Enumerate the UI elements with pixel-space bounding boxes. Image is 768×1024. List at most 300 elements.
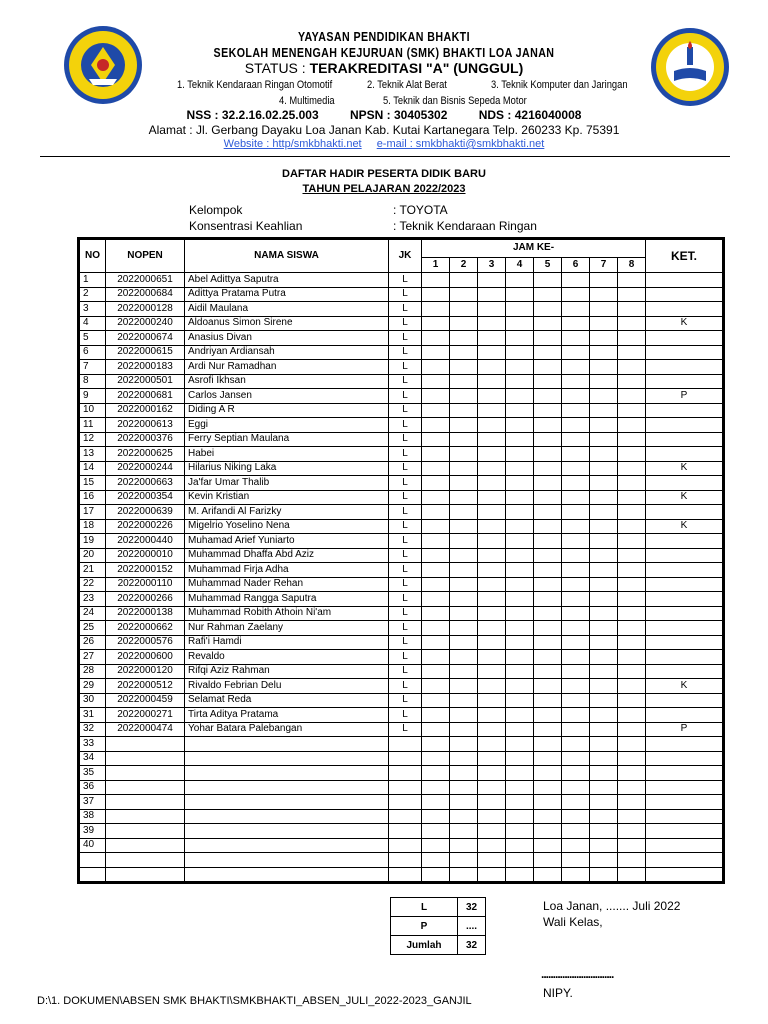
row-ket (646, 693, 723, 708)
row-hour-cell (506, 345, 534, 360)
row-jk: L (389, 287, 422, 302)
table-row (80, 867, 723, 882)
row-hour-cell (506, 577, 534, 592)
row-hour-cell (422, 490, 450, 505)
table-row (80, 505, 723, 520)
row-ket (646, 635, 723, 650)
table-row (80, 316, 723, 331)
row-ket (646, 766, 723, 781)
row-jk: L (389, 331, 422, 346)
row-hour-cell (590, 302, 618, 317)
table-row (80, 838, 723, 853)
table-row (80, 693, 723, 708)
row-hour-cell (534, 722, 562, 737)
row-hour-cell (450, 795, 478, 810)
row-hour-cell (618, 853, 646, 868)
row-nopen: 2022000600 (106, 650, 185, 665)
row-hour-cell (422, 650, 450, 665)
row-name (185, 780, 389, 795)
table-row (80, 563, 723, 578)
row-hour-cell (618, 635, 646, 650)
row-hour-cell (534, 708, 562, 723)
row-hour-cell (590, 273, 618, 288)
row-hour-cell (618, 505, 646, 520)
row-name: Adittya Pratama Putra (185, 287, 389, 302)
row-hour-cell (562, 592, 590, 607)
signer-role: Wali Kelas, (543, 915, 603, 929)
signer-name-line: ............................... (541, 967, 614, 981)
row-hour-cell (618, 316, 646, 331)
row-hour-cell (562, 635, 590, 650)
row-hour-cell (618, 795, 646, 810)
row-name (185, 751, 389, 766)
row-hour-cell (450, 389, 478, 404)
row-nopen: 2022000512 (106, 679, 185, 694)
row-no: 15 (80, 476, 106, 491)
row-nopen (106, 795, 185, 810)
row-nopen: 2022000501 (106, 374, 185, 389)
row-hour-cell (506, 606, 534, 621)
header-name: NAMA SISWA (185, 240, 389, 273)
row-hour-cell (422, 795, 450, 810)
row-hour-cell (590, 316, 618, 331)
row-no: 37 (80, 795, 106, 810)
row-no: 29 (80, 679, 106, 694)
header-nopen: NOPEN (106, 240, 185, 273)
row-hour-cell (562, 809, 590, 824)
row-hour-cell (450, 331, 478, 346)
row-hour-cell (562, 824, 590, 839)
row-hour-cell (422, 737, 450, 752)
row-hour-cell (450, 708, 478, 723)
row-ket: K (646, 461, 723, 476)
row-hour-cell (562, 867, 590, 882)
table-row (80, 592, 723, 607)
row-hour-cell (618, 345, 646, 360)
row-name: Habei (185, 447, 389, 462)
row-name: Migelrio Yoselino Nena (185, 519, 389, 534)
summary-row (391, 917, 486, 936)
row-name: Eggi (185, 418, 389, 433)
row-hour-cell (422, 693, 450, 708)
row-hour-cell (618, 432, 646, 447)
row-hour-cell (534, 592, 562, 607)
header-hour-7: 7 (590, 257, 618, 272)
row-hour-cell (478, 418, 506, 433)
row-hour-cell (506, 418, 534, 433)
summary-label: P (391, 917, 458, 936)
row-nopen: 2022000625 (106, 447, 185, 462)
row-hour-cell (478, 693, 506, 708)
row-no: 22 (80, 577, 106, 592)
row-nopen: 2022000138 (106, 606, 185, 621)
row-ket (646, 809, 723, 824)
row-hour-cell (478, 548, 506, 563)
row-hour-cell (478, 853, 506, 868)
row-nopen: 2022000226 (106, 519, 185, 534)
row-no (80, 853, 106, 868)
row-name: Muhammad Robith Athoin Ni'am (185, 606, 389, 621)
row-name: Muhamad Arief Yuniarto (185, 534, 389, 549)
row-name: Ja'far Umar Thalib (185, 476, 389, 491)
row-hour-cell (450, 418, 478, 433)
row-hour-cell (590, 345, 618, 360)
row-ket: K (646, 316, 723, 331)
row-hour-cell (534, 766, 562, 781)
row-hour-cell (590, 534, 618, 549)
table-row (80, 664, 723, 679)
row-ket (646, 621, 723, 636)
row-hour-cell (450, 664, 478, 679)
row-no: 26 (80, 635, 106, 650)
row-hour-cell (534, 534, 562, 549)
row-hour-cell (534, 693, 562, 708)
table-row (80, 606, 723, 621)
website-link[interactable]: Website : http/smkbhakti.net (223, 138, 362, 150)
row-jk: L (389, 534, 422, 549)
row-hour-cell (478, 635, 506, 650)
group-value: : TOYOTA (393, 203, 448, 217)
row-hour-cell (562, 708, 590, 723)
row-jk: L (389, 722, 422, 737)
header-hour-5: 5 (534, 257, 562, 272)
row-hour-cell (562, 679, 590, 694)
row-hour-cell (590, 824, 618, 839)
row-jk: L (389, 548, 422, 563)
table-row (80, 824, 723, 839)
row-name: Muhammad Dhaffa Abd Aziz (185, 548, 389, 563)
header-no: NO (80, 240, 106, 273)
row-hour-cell (534, 403, 562, 418)
table-row (80, 722, 723, 737)
row-no: 25 (80, 621, 106, 636)
row-name: Muhammad Nader Rehan (185, 577, 389, 592)
header-hour-3: 3 (478, 257, 506, 272)
table-row (80, 751, 723, 766)
row-hour-cell (422, 592, 450, 607)
row-nopen: 2022000128 (106, 302, 185, 317)
row-hour-cell (562, 331, 590, 346)
row-no: 9 (80, 389, 106, 404)
row-no: 10 (80, 403, 106, 418)
row-hour-cell (562, 534, 590, 549)
row-hour-cell (534, 476, 562, 491)
row-hour-cell (450, 403, 478, 418)
row-hour-cell (590, 403, 618, 418)
row-hour-cell (618, 722, 646, 737)
table-row (80, 780, 723, 795)
row-no: 1 (80, 273, 106, 288)
row-hour-cell (618, 548, 646, 563)
summary-value: .... (458, 917, 486, 936)
row-nopen: 2022000651 (106, 273, 185, 288)
row-hour-cell (450, 838, 478, 853)
row-hour-cell (618, 809, 646, 824)
row-hour-cell (422, 360, 450, 375)
row-hour-cell (450, 360, 478, 375)
row-hour-cell (590, 838, 618, 853)
row-hour-cell (450, 287, 478, 302)
row-hour-cell (478, 360, 506, 375)
row-nopen (106, 824, 185, 839)
row-jk (389, 853, 422, 868)
program-3: 3. Teknik Komputer dan Jaringan (491, 79, 628, 91)
row-hour-cell (618, 606, 646, 621)
row-hour-cell (562, 432, 590, 447)
row-no: 14 (80, 461, 106, 476)
school-address: Alamat : Jl. Gerbang Dayaku Loa Janan Kab. Kutai Kartanegara Telp. 260233 Kp. 75391 (148, 123, 620, 137)
summary-row (391, 936, 486, 955)
summary-table (390, 897, 486, 955)
row-hour-cell (478, 708, 506, 723)
row-hour-cell (422, 708, 450, 723)
row-hour-cell (590, 519, 618, 534)
row-name: Rivaldo Febrian Delu (185, 679, 389, 694)
row-nopen: 2022000474 (106, 722, 185, 737)
row-no: 34 (80, 751, 106, 766)
row-no: 19 (80, 534, 106, 549)
row-name: Rifqi Aziz Rahman (185, 664, 389, 679)
row-hour-cell (450, 461, 478, 476)
row-no: 8 (80, 374, 106, 389)
row-name: Asrofi Ikhsan (185, 374, 389, 389)
row-nopen: 2022000674 (106, 331, 185, 346)
row-hour-cell (534, 302, 562, 317)
row-hour-cell (534, 751, 562, 766)
table-row (80, 534, 723, 549)
row-hour-cell (450, 374, 478, 389)
row-hour-cell (506, 853, 534, 868)
table-row (80, 737, 723, 752)
row-hour-cell (590, 418, 618, 433)
row-nopen: 2022000010 (106, 548, 185, 563)
row-hour-cell (534, 795, 562, 810)
row-hour-cell (534, 273, 562, 288)
row-ket (646, 795, 723, 810)
table-row (80, 360, 723, 375)
row-name: Ferry Septian Maulana (185, 432, 389, 447)
row-hour-cell (422, 766, 450, 781)
row-hour-cell (450, 621, 478, 636)
row-hour-cell (590, 331, 618, 346)
row-ket (646, 853, 723, 868)
row-hour-cell (450, 432, 478, 447)
row-hour-cell (450, 650, 478, 665)
program-4: 4. Multimedia (279, 95, 335, 107)
row-hour-cell (506, 635, 534, 650)
row-jk: L (389, 577, 422, 592)
row-nopen (106, 766, 185, 781)
table-row (80, 331, 723, 346)
row-jk (389, 751, 422, 766)
row-hour-cell (534, 838, 562, 853)
row-no: 5 (80, 331, 106, 346)
table-row (80, 795, 723, 810)
row-hour-cell (450, 548, 478, 563)
document-title: DAFTAR HADIR PESERTA DIDIK BARU (282, 168, 486, 180)
row-hour-cell (422, 867, 450, 882)
row-name: Muhammad Firja Adha (185, 563, 389, 578)
row-hour-cell (422, 780, 450, 795)
row-hour-cell (422, 418, 450, 433)
row-hour-cell (478, 316, 506, 331)
row-ket (646, 403, 723, 418)
row-jk (389, 795, 422, 810)
row-hour-cell (534, 432, 562, 447)
row-ket (646, 780, 723, 795)
row-nopen (106, 838, 185, 853)
row-hour-cell (534, 389, 562, 404)
row-hour-cell (478, 766, 506, 781)
row-jk: L (389, 432, 422, 447)
row-hour-cell (422, 331, 450, 346)
row-no: 21 (80, 563, 106, 578)
accreditation-status (0, 60, 768, 76)
group-label: Kelompok (189, 203, 243, 217)
row-jk (389, 838, 422, 853)
row-hour-cell (618, 374, 646, 389)
row-hour-cell (590, 389, 618, 404)
row-no: 4 (80, 316, 106, 331)
row-hour-cell (590, 577, 618, 592)
major-label: Konsentrasi Keahlian (189, 219, 303, 233)
row-name: Kevin Kristian (185, 490, 389, 505)
row-hour-cell (590, 476, 618, 491)
row-hour-cell (422, 809, 450, 824)
attendance-rows (80, 273, 723, 882)
row-name: Tirta Aditya Pratama (185, 708, 389, 723)
row-nopen: 2022000684 (106, 287, 185, 302)
row-hour-cell (562, 360, 590, 375)
row-name (185, 867, 389, 882)
row-hour-cell (450, 606, 478, 621)
row-hour-cell (506, 331, 534, 346)
row-no: 24 (80, 606, 106, 621)
table-row (80, 447, 723, 462)
row-hour-cell (506, 360, 534, 375)
row-hour-cell (562, 374, 590, 389)
row-hour-cell (590, 563, 618, 578)
row-hour-cell (478, 461, 506, 476)
row-ket: P (646, 722, 723, 737)
row-hour-cell (562, 505, 590, 520)
row-hour-cell (450, 505, 478, 520)
row-hour-cell (478, 534, 506, 549)
row-hour-cell (478, 476, 506, 491)
row-hour-cell (562, 737, 590, 752)
row-hour-cell (618, 273, 646, 288)
row-hour-cell (534, 316, 562, 331)
row-hour-cell (618, 824, 646, 839)
row-hour-cell (478, 519, 506, 534)
row-no (80, 867, 106, 882)
row-hour-cell (562, 650, 590, 665)
row-hour-cell (450, 563, 478, 578)
row-hour-cell (422, 505, 450, 520)
row-name: Revaldo (185, 650, 389, 665)
foundation-name: YAYASAN PENDIDIKAN BHAKTI (298, 29, 470, 44)
table-row (80, 519, 723, 534)
row-hour-cell (422, 447, 450, 462)
row-nopen: 2022000240 (106, 316, 185, 331)
row-hour-cell (422, 563, 450, 578)
row-nopen: 2022000266 (106, 592, 185, 607)
row-hour-cell (618, 534, 646, 549)
row-hour-cell (590, 708, 618, 723)
row-hour-cell (618, 403, 646, 418)
row-hour-cell (590, 679, 618, 694)
row-jk: L (389, 592, 422, 607)
row-hour-cell (534, 853, 562, 868)
row-hour-cell (422, 635, 450, 650)
row-ket: K (646, 519, 723, 534)
row-hour-cell (478, 679, 506, 694)
row-ket (646, 360, 723, 375)
nds: NDS : 4216040008 (478, 108, 582, 122)
row-hour-cell (478, 867, 506, 882)
row-hour-cell (506, 403, 534, 418)
row-jk: L (389, 273, 422, 288)
row-hour-cell (618, 679, 646, 694)
row-nopen: 2022000354 (106, 490, 185, 505)
row-hour-cell (562, 766, 590, 781)
row-jk: L (389, 664, 422, 679)
email-link[interactable]: e-mail : smkbhakti@smkbhakti.net (376, 138, 545, 150)
row-hour-cell (618, 519, 646, 534)
row-hour-cell (618, 447, 646, 462)
row-hour-cell (506, 447, 534, 462)
row-hour-cell (422, 389, 450, 404)
row-nopen: 2022000681 (106, 389, 185, 404)
summary-label: Jumlah (391, 936, 458, 955)
row-name: Anasius Divan (185, 331, 389, 346)
row-hour-cell (618, 867, 646, 882)
row-hour-cell (422, 403, 450, 418)
row-hour-cell (534, 563, 562, 578)
row-no: 18 (80, 519, 106, 534)
table-row (80, 766, 723, 781)
row-hour-cell (478, 331, 506, 346)
table-row (80, 287, 723, 302)
major-value: : Teknik Kendaraan Ringan (393, 219, 537, 233)
row-ket (646, 534, 723, 549)
row-hour-cell (506, 374, 534, 389)
row-hour-cell (562, 664, 590, 679)
file-path: D:\1. DOKUMEN\ABSEN SMK BHAKTI\SMKBHAKTI_ABSEN_JULI_2022-2023_GANJIL (37, 995, 472, 1007)
row-hour-cell (506, 693, 534, 708)
program-1: 1. Teknik Kendaraan Ringan Otomotif (177, 79, 333, 91)
row-ket (646, 751, 723, 766)
program-2: 2. Teknik Alat Berat (367, 79, 447, 91)
row-hour-cell (422, 273, 450, 288)
table-row (80, 403, 723, 418)
row-hour-cell (506, 621, 534, 636)
table-row (80, 374, 723, 389)
row-ket (646, 592, 723, 607)
row-hour-cell (618, 737, 646, 752)
row-hour-cell (534, 679, 562, 694)
row-ket (646, 737, 723, 752)
row-hour-cell (506, 722, 534, 737)
table-row (80, 302, 723, 317)
row-hour-cell (422, 476, 450, 491)
row-no: 17 (80, 505, 106, 520)
status-value: TERAKREDITASI "A" (UNGGUL) (309, 60, 524, 76)
row-hour-cell (590, 287, 618, 302)
row-hour-cell (478, 780, 506, 795)
row-hour-cell (450, 345, 478, 360)
row-hour-cell (478, 592, 506, 607)
